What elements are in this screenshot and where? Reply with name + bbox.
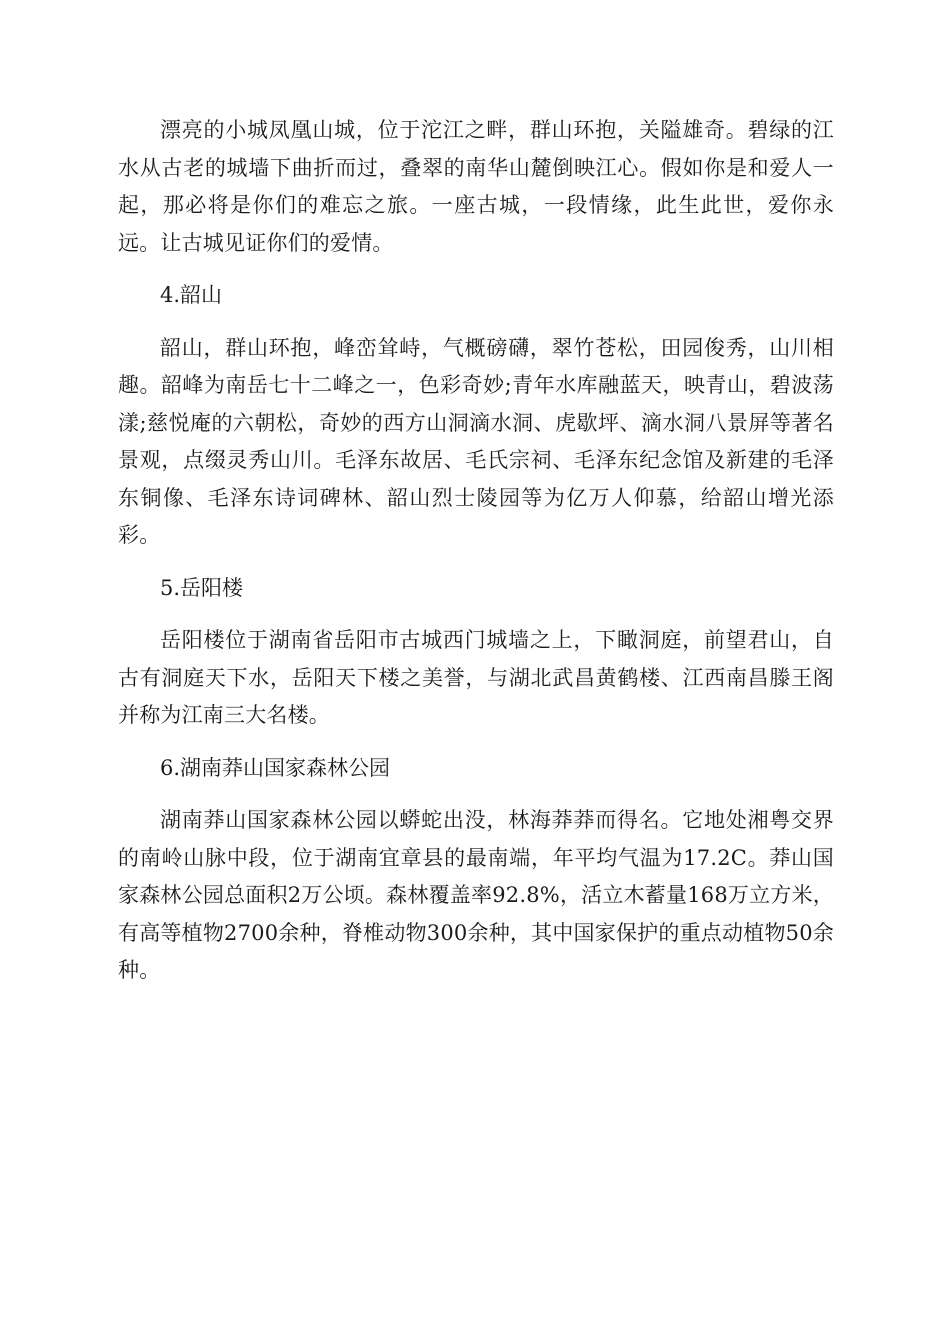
mangshan-heading: 6.湖南莽山国家森林公园 [160, 755, 391, 780]
yueyang-paragraph: 岳阳楼位于湖南省岳阳市古城西门城墙之上，下瞰洞庭，前望君山，自古有洞庭天下水，岳阳天下楼之美誉，与湖北武昌黄鹤楼、江西南昌滕王阁并称为江南三大名楼。 [118, 628, 834, 727]
fenghuang-paragraph: 漂亮的小城凤凰山城，位于沱江之畔，群山环抱，关隘雄奇。碧绿的江水从古老的城墙下曲折而过，叠翠的南华山麓倒映江心。假如你是和爱人一起，那必将是你们的难忘之旅。一座古城，一段情缘，此生此世，爱你永远。让古城见证你们的爱情。 [118, 118, 834, 255]
mangshan-paragraph: 湖南莽山国家森林公园以蟒蛇出没，林海莽莽而得名。它地处湘粤交界的南岭山脉中段，位于湖南宜章县的最南端，年平均气温为17.2C。莽山国家森林公园总面积2万公顷。森林覆盖率92.8%，活立木蓄量168万立方米，有高等植物2700余种，脊椎动物300余种，其中国家保护的重点动植物50余种。 [118, 808, 834, 982]
shaoshan-heading: 4.韶山 [160, 283, 223, 307]
document-page [118, 112, 834, 1005]
shaoshan-paragraph: 韶山，群山环抱，峰峦耸峙，气概磅礴，翠竹苍松，田园俊秀，山川相趣。韶峰为南岳七十二峰之一，色彩奇妙;青年水库融蓝天，映青山，碧波荡漾;慈悦庵的六朝松，奇妙的西方山洞滴水洞、虎歇坪、滴水洞八景屏等著名景观，点缀灵秀山川。毛泽东故居、毛氏宗祠、毛泽东纪念馆及新建的毛泽东铜像、毛泽东诗词碑林、韶山烈士陵园等为亿万人仰慕，给韶山增光添彩。 [118, 335, 834, 547]
yueyang-heading: 5.岳阳楼 [160, 575, 244, 600]
